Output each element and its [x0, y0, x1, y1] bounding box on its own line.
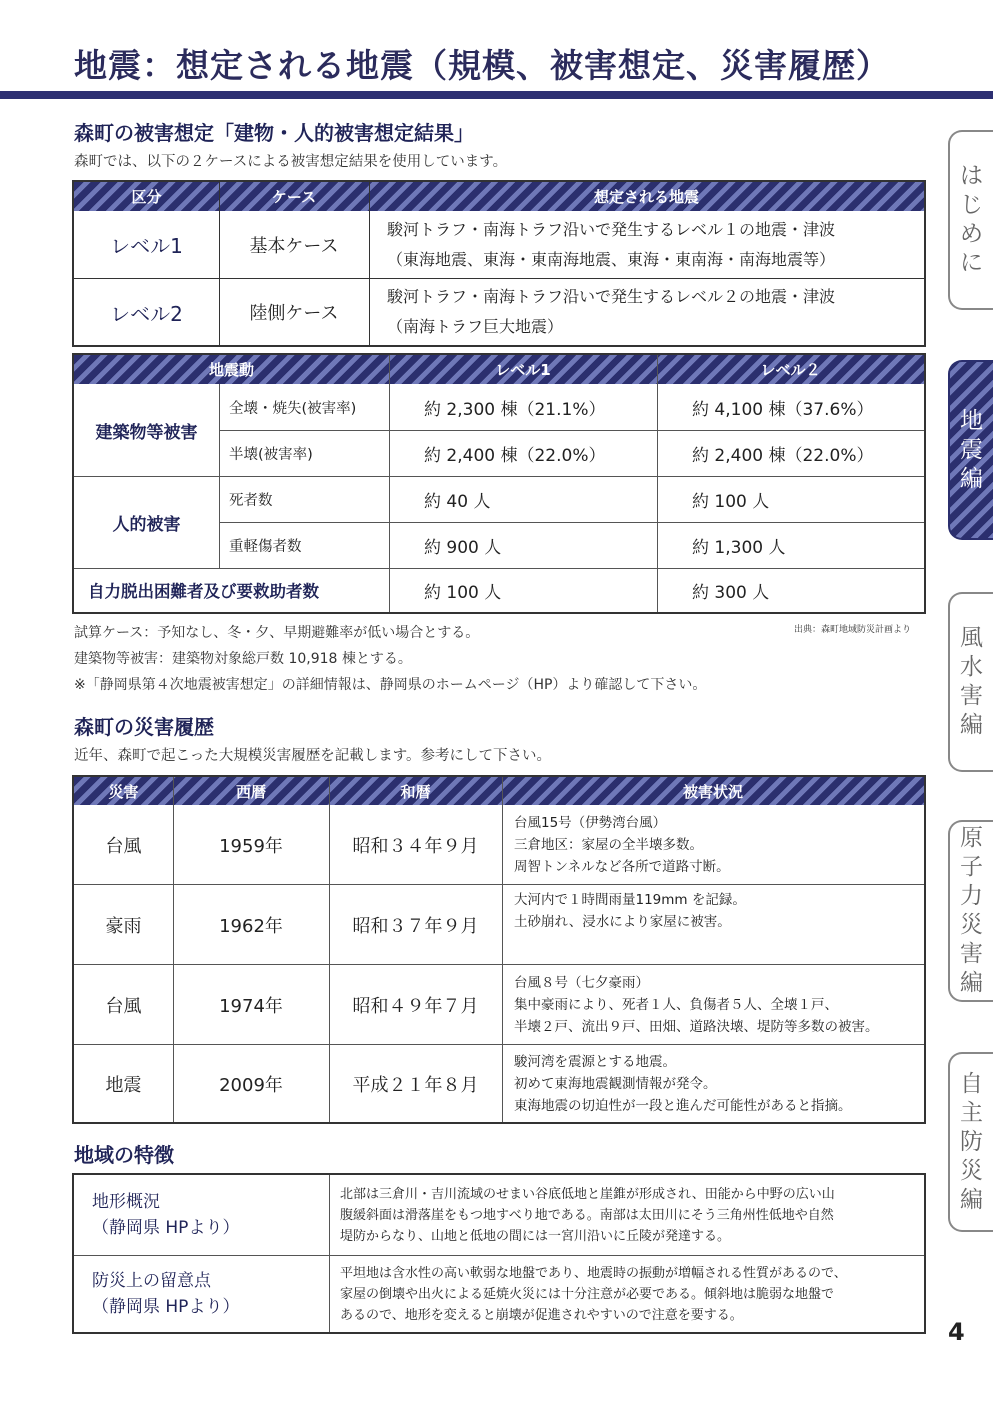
- rescue-label: 自力脱出困難者及び要救助者数: [88, 582, 319, 601]
- history-row-3-era: 昭和４９年７月: [352, 995, 479, 1017]
- tab-char: 震: [960, 436, 983, 463]
- item-total-collapse: 全壊・焼失(被害率): [229, 400, 357, 417]
- detail-line: 三倉地区：家屋の全半壊多数。: [514, 837, 703, 853]
- column-divider: [329, 1175, 330, 1332]
- topography-label: [92, 1175, 329, 1255]
- level2-description-line1: 駿河トラフ・南海トラフ沿いで発生するレベル２の地震・津波: [387, 287, 836, 306]
- label-line: 地形概況: [92, 1192, 160, 1212]
- tab-char: 原: [960, 825, 983, 851]
- header-category: 区分: [131, 188, 162, 206]
- history-row-3-year: 1974年: [219, 995, 283, 1017]
- level2-description-line2: （南海トラフ巨大地震）: [387, 317, 564, 336]
- text-line: 堤防からなり、山地と低地の間には一宮川沿いに丘陵が発達する。: [340, 1228, 731, 1244]
- column-divider: [502, 777, 503, 1122]
- column-divider: [389, 355, 390, 612]
- tab-char: 編: [960, 1186, 983, 1213]
- tab-char: 力: [960, 883, 983, 909]
- level1-label: レベル1: [110, 234, 183, 258]
- rescue-level2: 約 300 人: [692, 582, 770, 603]
- result-table-header: [74, 355, 924, 384]
- side-tab-storm-flood[interactable]: [948, 592, 993, 772]
- detail-line: 東海地震の切迫性が一段と進んだ可能性があると指摘。: [514, 1098, 852, 1114]
- detail-line: 集中豪雨により、死者１人、負傷者５人、全壊１戸、: [514, 997, 838, 1013]
- side-tab-self-defense[interactable]: [948, 1052, 993, 1232]
- label-line: （静岡県 HPより）: [92, 1218, 240, 1238]
- detail-line: 土砂崩れ、浸水により家屋に被害。: [514, 914, 731, 930]
- detail-line: 半壊２戸、流出９戸、田畑、道路決壊、堤防等多数の被害。: [514, 1019, 879, 1035]
- case-table: [72, 180, 926, 347]
- group-building-damage: 建築物等被害: [95, 422, 198, 443]
- detail-line: 駿河湾を震源とする地震。: [514, 1054, 676, 1070]
- half-collapse-level1: 約 2,400 棟（22.0%）: [424, 445, 606, 466]
- history-row-3-disaster: 台風: [105, 995, 142, 1017]
- note-prefecture-hp: ※「静岡県第４次地震被害想定」の詳細情報は、静岡県のホームページ（HP）より確認して下さい。: [74, 677, 707, 693]
- history-row-2-year: 1962年: [219, 915, 283, 937]
- history-row-1-details: [514, 809, 924, 881]
- history-row-1-disaster: 台風: [105, 835, 142, 857]
- tab-char: じ: [960, 192, 983, 218]
- level1-description-line1: 駿河トラフ・南海トラフ沿いで発生するレベル１の地震・津波: [387, 219, 836, 239]
- note-building-count: 建築物等被害：建築物対象総戸数 10,918 棟とする。: [74, 651, 412, 667]
- disaster-caution-text: [340, 1256, 924, 1332]
- half-collapse-level2: 約 2,400 棟（22.0%）: [692, 445, 874, 466]
- level2-case: 陸側ケース: [249, 303, 339, 324]
- tab-char: 害: [960, 683, 983, 709]
- level2-description: [387, 279, 922, 345]
- damage-result-table: [72, 353, 926, 614]
- item-injuries: 重軽傷者数: [229, 538, 302, 555]
- history-row-3-details: [514, 969, 924, 1041]
- level2-label: レベル2: [110, 301, 183, 326]
- tab-char: 災: [960, 912, 983, 938]
- history-row-4-disaster: 地震: [105, 1074, 142, 1096]
- tab-char: 編: [960, 465, 983, 492]
- damage-notes: [74, 620, 706, 698]
- injuries-level1: 約 900 人: [424, 537, 502, 558]
- history-row-4-year: 2009年: [219, 1074, 283, 1096]
- text-line: 平坦地は含水性の高い軟弱な地盤であり、地震時の振動が増幅される性質があるので、: [340, 1265, 847, 1281]
- tab-char: 編: [960, 712, 983, 738]
- history-row-4-era: 平成２１年８月: [352, 1074, 479, 1096]
- history-row-4-details: [514, 1048, 924, 1120]
- region-table: [72, 1173, 926, 1334]
- tab-char: は: [960, 163, 983, 189]
- detail-line: 台風８号（七夕豪雨）: [514, 975, 649, 991]
- side-tab-nuclear-disaster[interactable]: [948, 820, 993, 1002]
- page-title: 地震：想定される地震（規模、被害想定、災害履歴）: [74, 46, 890, 85]
- tab-char: 災: [960, 1157, 983, 1184]
- text-line: 北部は三倉川・吉川流域のせまい谷底低地と崖錐が形成され、田能から中野の広い山: [340, 1186, 835, 1202]
- deaths-level2: 約 100 人: [692, 491, 770, 512]
- header-year: 西暦: [235, 782, 266, 801]
- history-row-2-details: [514, 889, 924, 933]
- topography-text: [340, 1175, 924, 1255]
- damage-section-intro: 森町では、以下の２ケースによる被害想定結果を使用しています。: [74, 154, 508, 170]
- history-row-2-era: 昭和３７年９月: [352, 915, 479, 937]
- detail-line: 初めて東海地震観測情報が発令。: [514, 1076, 717, 1092]
- tab-char: 地: [960, 407, 983, 434]
- tab-char: 防: [960, 1128, 983, 1155]
- header-era: 和暦: [400, 782, 431, 801]
- tab-char: に: [960, 250, 983, 276]
- total-collapse-level1: 約 2,300 棟（21.1%）: [424, 399, 606, 420]
- tab-char: 主: [960, 1099, 983, 1126]
- tab-char: 子: [960, 854, 983, 880]
- region-section-heading: 地域の特徴: [74, 1143, 174, 1167]
- side-tab-introduction[interactable]: [948, 130, 993, 310]
- disaster-caution-label: [92, 1256, 329, 1332]
- note-calculation-case: 試算ケース：予知なし、冬・夕、早期避難率が低い場合とする。: [74, 625, 480, 641]
- column-divider: [369, 182, 370, 345]
- header-case: ケース: [271, 188, 317, 206]
- history-section-intro: 近年、森町で起こった大規模災害履歴を記載します。参考にして下さい。: [74, 748, 552, 764]
- tab-char: 自: [960, 1070, 983, 1097]
- case-table-header: [74, 182, 924, 211]
- text-line: 家屋の倒壊や出火による延焼火災には十分注意が必要である。傾斜地は脆弱な地盤で: [340, 1286, 835, 1302]
- source-note: 出典：森町地域防災計画より: [794, 625, 912, 635]
- tab-char: 害: [960, 941, 983, 967]
- side-tab-earthquake[interactable]: [948, 360, 993, 540]
- detail-line: 大河内で１時間雨量119mm を記録。: [514, 892, 746, 908]
- history-row-1-era: 昭和３４年９月: [352, 835, 479, 857]
- item-half-collapse: 半壊(被害率): [229, 446, 313, 463]
- total-collapse-level2: 約 4,100 棟（37.6%）: [692, 399, 874, 420]
- damage-section-heading: 森町の被害想定「建物・人的被害想定結果」: [74, 121, 474, 145]
- text-line: あるので、地形を変えると崩壊が促進されやすいので注意を要する。: [340, 1307, 743, 1323]
- item-deaths: 死者数: [229, 492, 273, 509]
- history-row-1-year: 1959年: [219, 835, 283, 857]
- header-earthquake: 想定される地震: [593, 188, 699, 206]
- injuries-level2: 約 1,300 人: [692, 537, 786, 558]
- label-line: 防災上の留意点: [92, 1271, 211, 1291]
- level1-description: [387, 211, 922, 278]
- page-number: 4: [948, 1318, 965, 1346]
- group-human-damage: 人的被害: [112, 514, 181, 535]
- rescue-level1: 約 100 人: [424, 582, 502, 603]
- history-table: [72, 775, 926, 1124]
- level1-description-line2: （東海地震、東海・東南海地震、東海・東南海・南海地震等）: [387, 249, 836, 269]
- detail-line: 台風15号（伊勢湾台風）: [514, 815, 667, 831]
- header-disaster: 災害: [108, 782, 139, 801]
- title-divider: [0, 91, 993, 99]
- history-row-2-disaster: 豪雨: [105, 915, 142, 937]
- tab-char: 水: [960, 654, 983, 680]
- tab-char: め: [960, 221, 983, 247]
- header-seismic-motion: 地震動: [208, 361, 254, 379]
- text-line: 腹緩斜面は滑落崖をもつ地すべり地である。南部は太田川にそう三角州性低地や自然: [340, 1207, 834, 1223]
- tab-char: 編: [960, 970, 983, 996]
- header-level2: レベル２: [760, 361, 821, 379]
- tab-char: 風: [960, 625, 983, 651]
- level1-case: 基本ケース: [249, 235, 339, 257]
- deaths-level1: 約 40 人: [424, 491, 491, 512]
- label-line: （静岡県 HPより）: [92, 1297, 240, 1317]
- header-damage-status: 被害状況: [682, 782, 743, 801]
- history-table-header: [74, 777, 924, 805]
- history-section-heading: 森町の災害履歴: [74, 715, 214, 739]
- column-divider: [657, 355, 658, 612]
- header-level1: レベル1: [495, 361, 551, 379]
- detail-line: 周智トンネルなど各所で道路寸断。: [514, 859, 730, 875]
